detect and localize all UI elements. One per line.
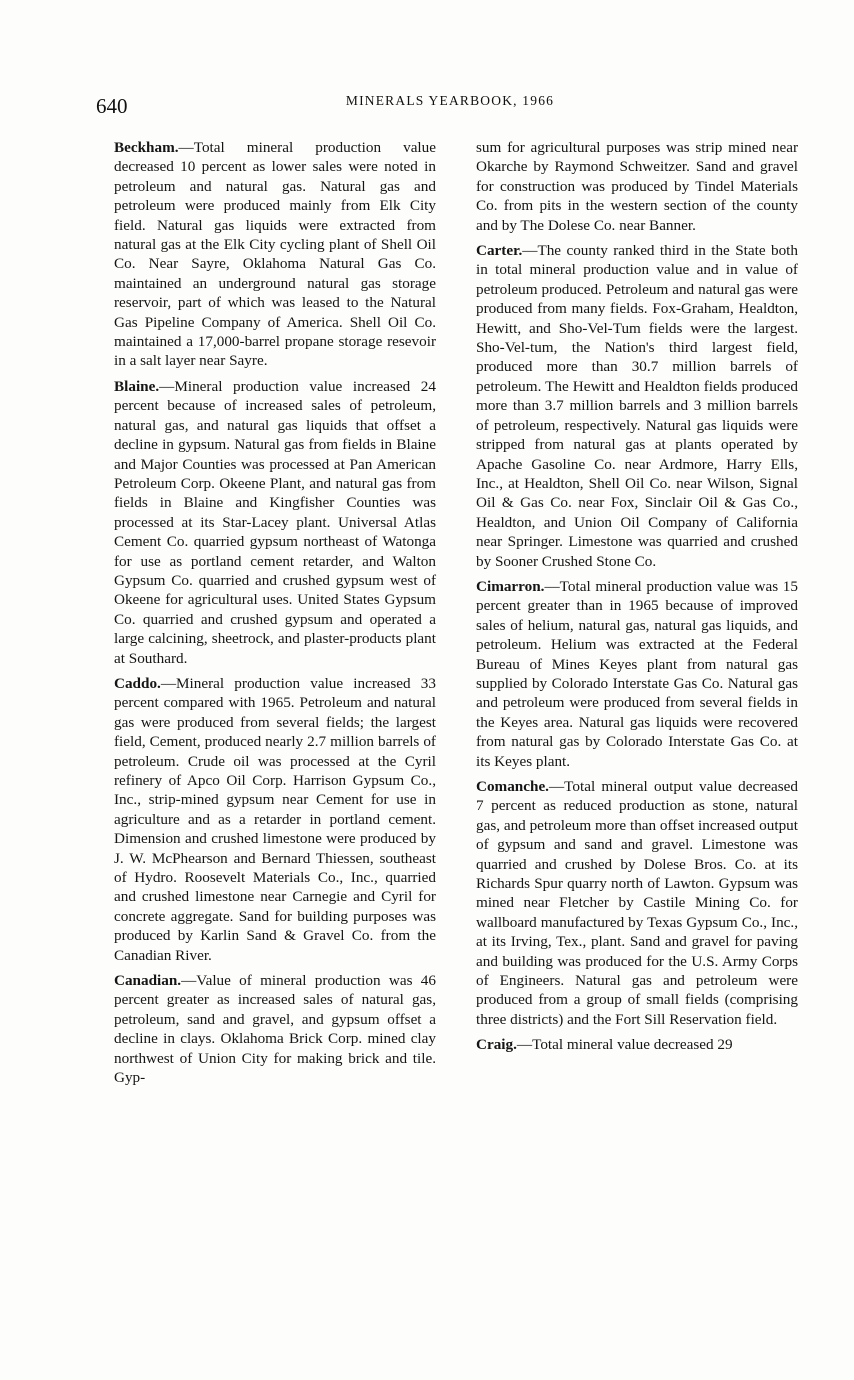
paragraph-caddo (114, 674, 436, 965)
paragraph-carter (476, 241, 798, 571)
page-number: 640 (96, 94, 128, 118)
paragraph-cimarron (476, 577, 798, 771)
county-heading: Beckham. (114, 139, 179, 156)
county-heading: Blaine. (114, 377, 160, 395)
paragraph-text: —Total mineral output value decreased 7 percent as reduced production as stone, natural gas, and petroleum more than offset increased output of gypsum and sand and gravel. Limestone was quarried and crushed by Dolese Bros. Co. at its Richards Spur quarry north of Lawton. Gypsum was mined near Fletcher by Castile Mining Co. for wallboard manufactured by Texas Gypsum Co., Inc., at its Irving, Tex., plant. Sand and gravel for paving and building was produced for the U.S. Army Corps of Engineers. Natural gas and petroleum were produced from a group of small fields (comprising three districts) and the Fort Sill Reservation field. (476, 778, 798, 1028)
paragraph-text: —Value of mineral production was 46 percent greater as increased sales of natural gas, petroleum, sand and gravel, and gypsum offset a decline in clays. Oklahoma Brick Corp. mined clay northwest of Union City for making brick and tile. Gyp- (114, 972, 436, 1087)
paragraph-text: —Total mineral production value was 15 percent greater than in 1965 because of improved sales of helium, natural gas, natural gas liquids, and petroleum. Helium was extracted at the Federal Bureau of Mines Keyes plant from natural gas supplied by Colorado Interstate Gas Co. Natural gas and petroleum were produced from several fields in the Keyes area. Natural gas liquids were recovered from natural gas by Colorado Interstate Gas Co. at its Keyes plant. (476, 577, 798, 770)
paragraph-text: —Mineral production value increased 33 percent compared with 1965. Petroleum and natural gas were produced from several fields; the largest field, Cement, produced nearly 2.7 million barrels of petroleum. Crude oil was processed at the Cyril refinery of Apco Oil Corp. Harrison Gypsum Co., Inc., strip-mined gypsum near Cement for use in agriculture and as a retarder in portland cement. Dimension and crushed limestone were produced by J. W. McPhearson and Bernard Thiessen, southeast of Hydro. Roosevelt Materials Co., Inc., quarried and crushed limestone near Carnegie and Cyril for concrete aggregate. Sand for building purposes was produced by Karlin Sand & Gravel Co. from the Canadian River. (114, 674, 436, 964)
right-column (476, 138, 798, 1061)
paragraph-text: —Total mineral value decreased 29 (516, 1036, 733, 1054)
county-heading: Craig. (476, 1036, 517, 1054)
county-heading: Carter. (476, 242, 523, 260)
paragraph-canadian (114, 971, 436, 1087)
paragraph-beckham (114, 138, 436, 371)
county-heading: Comanche. (476, 778, 549, 795)
paragraph-blaine (114, 377, 436, 668)
paragraph-craig (476, 1035, 798, 1054)
paragraph-text: —Total mineral production value decreased 10 percent as lower sales were noted in petroleum and natural gas. Natural gas and petroleum were produced mainly from Elk City field. Natural gas liquids were extracted from natural gas at the Elk City cycling plant of Shell Oil Co. Near Sayre, Oklahoma Natural Gas Co. maintained an underground natural gas storage reservoir, part of which was leased to the Natural Gas Pipeline Company of America. Shell Oil Co. maintained a 17,000-barrel propane storage resevoir in a salt layer near Sayre. (114, 139, 436, 370)
paragraph-canadian-continued (476, 138, 798, 235)
paragraph-text: —Mineral production value increased 24 percent because of increased sales of petroleum, natural gas, and natural gas liquids that offset a decline in gypsum. Natural gas from fields in Blaine and Major Counties was processed at Pan American Petroleum Corp. Okeene Plant, and natural gas from fields in Blaine and Kingfisher Counties was processed at its Star-Lacey plant. Universal Atlas Cement Co. quarried gypsum northeast of Watonga for use as portland cement retarder, and Walton Gypsum Co. quarried and crushed gypsum west of Okeene for agricultural uses. United States Gypsum Co. quarried and crushed gypsum and operated a large calcining, sheetrock, and plaster-products plant at Southard. (114, 377, 436, 667)
paragraph-comanche (476, 777, 798, 1029)
paragraph-text: sum for agricultural purposes was strip mined near Okarche by Raymond Schweitzer. Sand and gravel for construction was produced by Tindel Materials Co. from pits in the western section of the county and by The Dolese Co. near Banner. (476, 139, 798, 234)
county-heading: Cimarron. (476, 577, 545, 595)
running-head: MINERALS YEARBOOK, 1966 (345, 93, 555, 108)
county-heading: Canadian. (114, 972, 182, 990)
paragraph-text: —The county ranked third in the State both in total mineral production value and in value of petroleum produced. Petroleum and natural gas were produced from many fields. Fox-Graham, Healdton, Hewitt, and Sho-Vel-Tum fields were the largest. Sho-Vel-tum, the Nation's third largest field, produced more than 30.7 million barrels of petroleum. The Hewitt and Healdton fields produced more than 3.7 million barrels and 3 million barrels of petroleum, respectively. Natural gas liquids were stripped from natural gas at plants operated by Apache Gasoline Co. near Ardmore, Harry Ells, Inc., at Healdton, Shell Oil Co. near Wilson, Signal Oil & Gas Co. near Fox, Sinclair Oil & Gas Co., Healdton, and Union Oil Company of California near Springer. Limestone was quarried and crushed by Sooner Crushed Stone Co. (476, 242, 798, 570)
left-column (114, 138, 436, 1094)
county-heading: Caddo. (114, 674, 161, 692)
